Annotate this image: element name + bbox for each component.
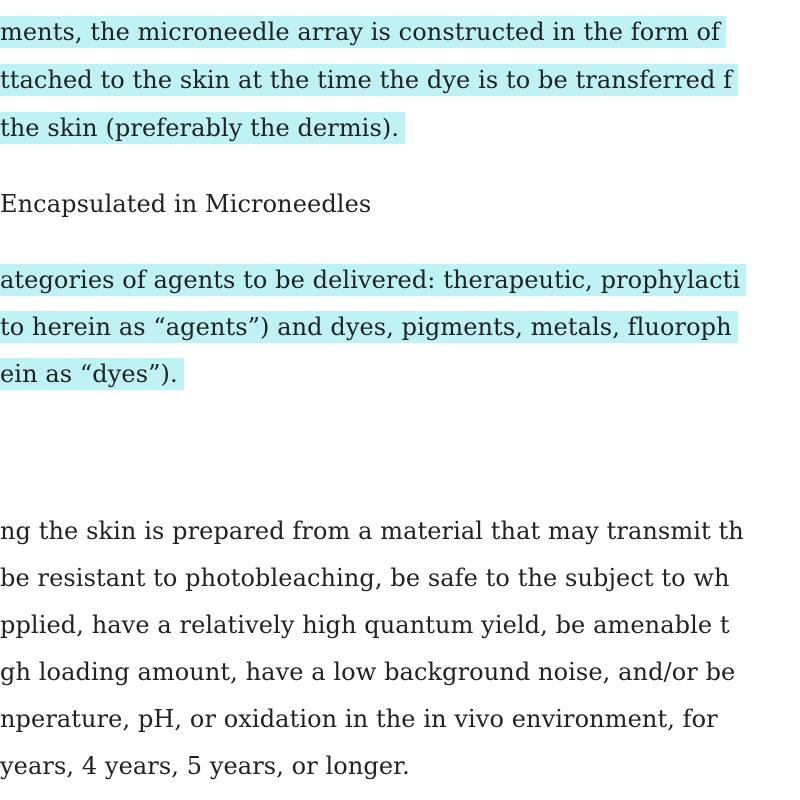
highlighted-text: ments, the microneedle array is constructed in the form of xyxy=(0,16,726,48)
highlighted-text: ttached to the skin at the time the dye is to be transferred f xyxy=(0,64,738,96)
paragraph-2-line-1 xyxy=(0,264,746,296)
paragraph-3-line-3: pplied, have a relatively high quantum yield, be amenable t xyxy=(0,611,730,639)
paragraph-2-line-2 xyxy=(0,311,738,343)
paragraph-3-line-2: be resistant to photobleaching, be safe to the subject to wh xyxy=(0,564,730,592)
paragraph-3-line-5: nperature, pH, or oxidation in the in vivo environment, for xyxy=(0,705,718,733)
paragraph-3-line-6: years, 4 years, 5 years, or longer. xyxy=(0,752,410,780)
paragraph-3-line-1: ng the skin is prepared from a material that may transmit th xyxy=(0,517,744,545)
highlighted-text: ein as “dyes”). xyxy=(0,358,184,390)
section-heading: Encapsulated in Microneedles xyxy=(0,190,372,218)
paragraph-2-line-3 xyxy=(0,358,184,390)
highlighted-text: to herein as “agents”) and dyes, pigments, metals, fluoroph xyxy=(0,311,738,343)
paragraph-3-line-4: gh loading amount, have a low background noise, and/or be xyxy=(0,658,736,686)
paragraph-1-line-1 xyxy=(0,16,726,48)
highlighted-text: ategories of agents to be delivered: therapeutic, prophylacti xyxy=(0,264,746,296)
paragraph-1-line-2 xyxy=(0,64,738,96)
paragraph-1-line-3 xyxy=(0,112,405,144)
highlighted-text: the skin (preferably the dermis). xyxy=(0,112,405,144)
